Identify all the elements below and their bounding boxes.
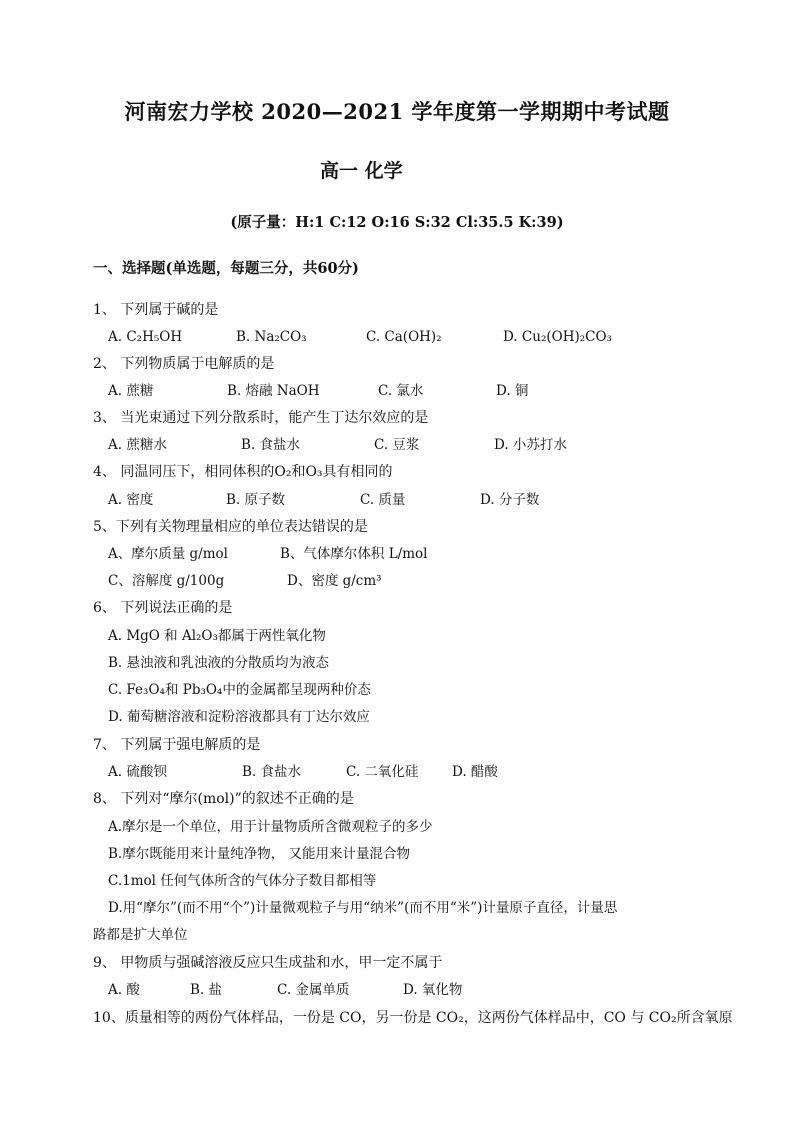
question-9-option-c: C. 金属单质 [277,982,350,998]
question-4-stem: 4、 同温同压下，相同体积的O₂和O₃具有相同的 [93,464,393,480]
question-9-option-a: A. 酸 [108,982,140,998]
question-4-option-a: A. 密度 [108,492,154,508]
question-7-option-d: D. 醋酸 [452,764,498,780]
question-3-option-d: D. 小苏打水 [494,437,567,453]
question-7-option-a: A. 硫酸钡 [108,764,167,780]
question-3-stem: 3、 当光束通过下列分散系时，能产生丁达尔效应的是 [93,410,429,426]
question-3-option-b: B. 食盐水 [241,437,301,453]
question-7-option-b: B. 食盐水 [242,764,302,780]
question-3-option-a: A. 蔗糖水 [108,437,167,453]
question-8-option-d-continued: 路都是扩大单位 [93,927,188,943]
question-1-option-b: B. Na₂CO₃ [236,329,307,345]
question-1-stem: 1、 下列属于碱的是 [93,302,219,318]
section-heading: 一、选择题(单选题，每题三分，共60分) [93,260,359,277]
question-7-option-c: C. 二氧化硅 [346,764,419,780]
question-2-option-a: A. 蔗糖 [108,383,154,399]
question-9-option-d: D. 氧化物 [403,982,463,998]
question-2-option-d: D. 铜 [496,383,529,399]
question-4-option-d: D. 分子数 [480,492,540,508]
question-8-stem: 8、 下列对“摩尔(mol)”的叙述不正确的是 [93,791,354,807]
question-8-option-d: D.用“摩尔”(而不用“个”)计量微观粒子与用“纳米”(而不用“米”)计量原子直径，计量思 [108,900,618,916]
question-10-stem: 10、质量相等的两份气体样品，一份是 CO，另一份是 CO₂，这两份气体样品中，CO 与 CO₂所含氧原 [93,1010,733,1026]
question-1-option-c: C. Ca(OH)₂ [366,329,442,345]
question-1-option-a: A. C₂H₅OH [108,329,183,345]
question-5-option-c: C、溶解度 g/100g [108,573,225,589]
question-2-option-c: C. 氯水 [378,383,424,399]
question-5-option-a: A、摩尔质量 g/mol [108,546,228,562]
question-1-option-d: D. Cu₂(OH)₂CO₃ [503,329,612,345]
question-9-stem: 9、 甲物质与强碱溶液反应只生成盐和水，甲一定不属于 [93,955,443,971]
question-2-stem: 2、 下列物质属于电解质的是 [93,356,275,372]
question-5-option-d: D、密度 g/cm³ [287,573,382,589]
exam-title: 河南宏力学校 2020—2021 学年度第一学期期中考试题 [124,99,670,124]
question-6-option-d: D. 葡萄糖溶液和淀粉溶液都具有丁达尔效应 [108,709,370,725]
question-6-option-b: B. 悬浊液和乳浊液的分散质均为液态 [108,655,330,671]
question-3-option-c: C. 豆浆 [374,437,420,453]
question-9-option-b: B. 盐 [190,982,223,998]
exam-subtitle: 高一 化学 [320,160,403,182]
question-5-option-b: B、气体摩尔体积 L/mol [280,546,428,562]
question-4-option-b: B. 原子数 [226,492,286,508]
question-4-option-c: C. 质量 [360,492,406,508]
question-6-option-a: A. MgO 和 Al₂O₃都属于两性氧化物 [108,628,326,644]
question-8-option-c: C.1mol 任何气体所含的气体分子数目都相等 [108,873,377,889]
question-7-stem: 7、 下列属于强电解质的是 [93,737,261,753]
question-6-option-c: C. Fe₃O₄和 Pb₃O₄中的金属都呈现两种价态 [108,682,371,698]
question-2-option-b: B. 熔融 NaOH [227,383,320,399]
question-8-option-a: A.摩尔是一个单位，用于计量物质所含微观粒子的多少 [108,819,433,835]
question-8-option-b: B.摩尔既能用来计量纯净物， 又能用来计量混合物 [108,846,411,862]
question-5-stem: 5、下列有关物理量相应的单位表达错误的是 [93,519,368,535]
atomic-masses: (原子量：H:1 C:12 O:16 S:32 Cl:35.5 K:39) [230,214,564,231]
question-6-stem: 6、 下列说法正确的是 [93,600,233,616]
